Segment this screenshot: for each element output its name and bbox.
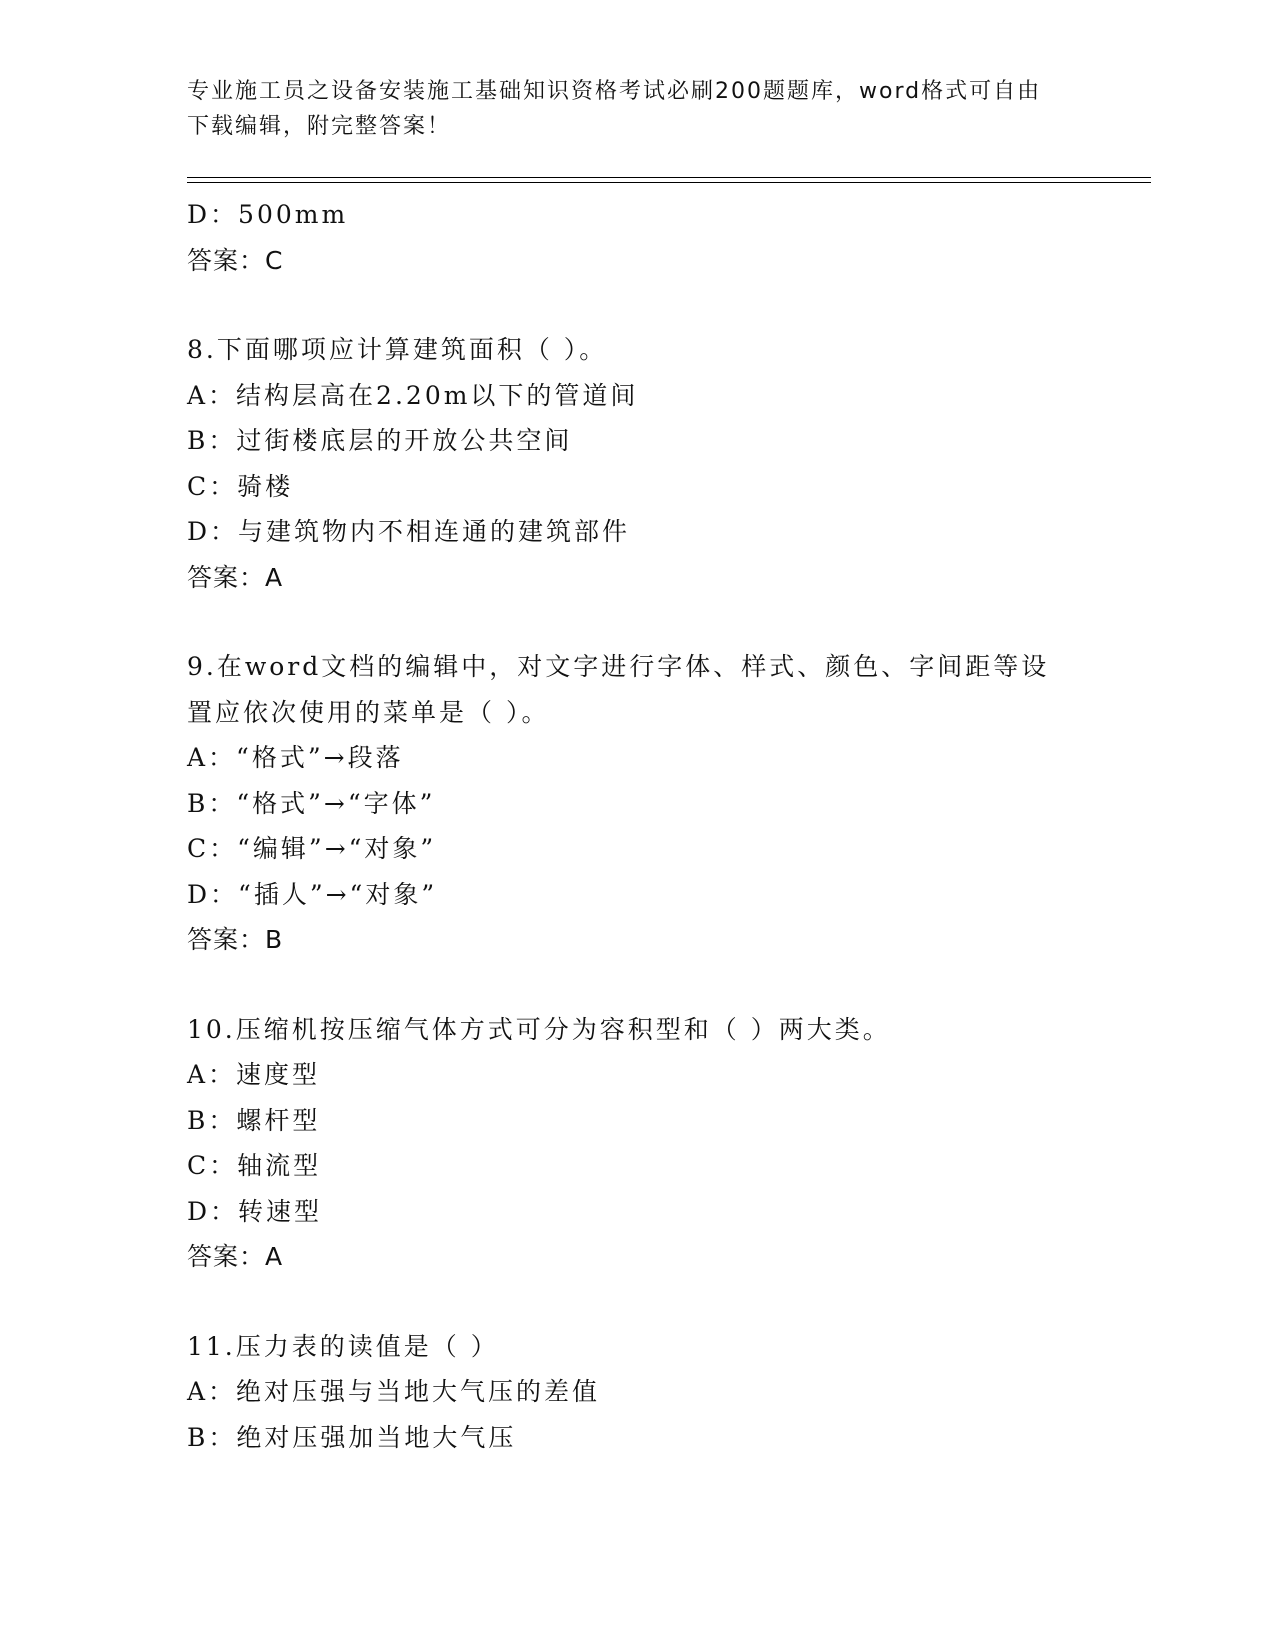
spacer [187, 1280, 1107, 1324]
option-d: D：500mm [187, 200, 349, 229]
question-stem: 10.压缩机按压缩气体方式可分为容积型和（ ）两大类。 [187, 1014, 891, 1044]
spacer [187, 600, 1107, 644]
answer-line: 答案：A [187, 1242, 284, 1271]
question-11 [187, 1324, 1107, 1461]
header-title-line-1: 专业施工员之设备安装施工基础知识资格考试必刷200题题库，word格式可自由 [187, 79, 1042, 104]
question-8 [187, 327, 1107, 600]
question-list [187, 192, 1107, 1460]
answer-line: 答案：C [187, 245, 284, 275]
option-d: D：转速型 [187, 1196, 323, 1226]
spacer [187, 283, 1107, 327]
option-d: D：与建筑物内不相连通的建筑部件 [187, 517, 631, 546]
document-header [187, 74, 1067, 144]
option-a: A：“格式”→段落 [187, 743, 404, 772]
question-stem: 11.压力表的读值是（ ） [187, 1331, 499, 1361]
option-c: C：骑楼 [187, 471, 294, 501]
question-10 [187, 1007, 1107, 1280]
answer-line: 答案：A [187, 562, 284, 592]
question-fragment [187, 192, 1107, 283]
spacer [187, 963, 1107, 1007]
option-d: D：“插人”→“对象” [187, 879, 438, 909]
question-9 [187, 644, 1107, 963]
header-divider-top [187, 177, 1151, 178]
question-stem: 9.在word文档的编辑中，对文字进行字体、样式、颜色、字间距等设 [187, 652, 1050, 681]
header-title-line-2: 下载编辑，附完整答案！ [187, 114, 452, 139]
option-c: C：轴流型 [187, 1151, 322, 1180]
header-divider-bottom [187, 182, 1151, 183]
question-stem: 8.下面哪项应计算建筑面积（ ）。 [187, 335, 608, 364]
option-a: A：速度型 [187, 1060, 321, 1089]
option-b: B：绝对压强加当地大气压 [187, 1422, 517, 1452]
option-b: B：“格式”→“字体” [187, 788, 436, 818]
option-c: C：“编辑”→“对象” [187, 834, 437, 863]
answer-line: 答案：B [187, 925, 284, 954]
option-b: B：过街楼底层的开放公共空间 [187, 426, 573, 455]
question-stem-continued: 置应依次使用的菜单是（ ）。 [187, 697, 550, 727]
option-a: A：绝对压强与当地大气压的差值 [187, 1377, 601, 1406]
option-b: B：螺杆型 [187, 1105, 321, 1135]
option-a: A：结构层高在2.20m以下的管道间 [187, 380, 639, 410]
